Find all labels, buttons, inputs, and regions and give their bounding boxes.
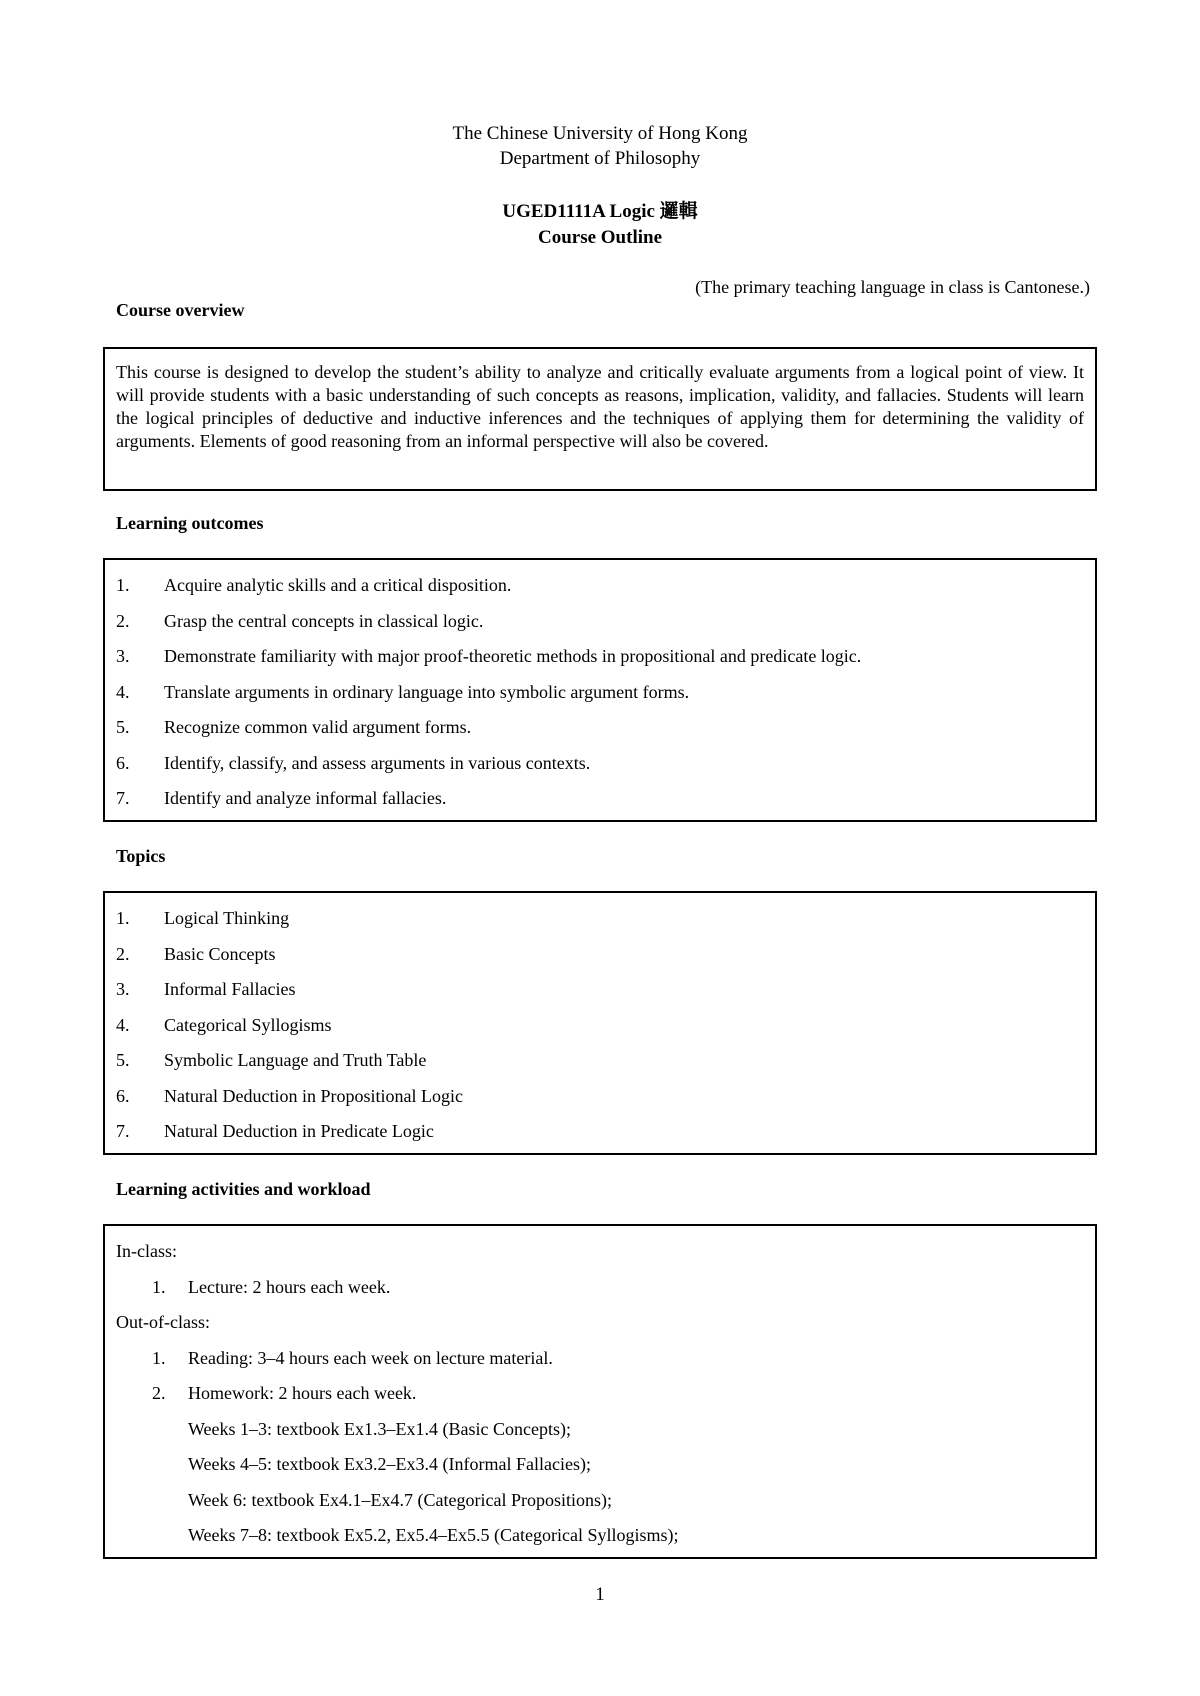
in-class-label: In-class: bbox=[116, 1241, 177, 1261]
topics-box bbox=[103, 891, 1097, 1155]
out-class-label: Out-of-class: bbox=[116, 1312, 210, 1332]
topic-number: 1. bbox=[116, 908, 130, 928]
out-class-label-line bbox=[116, 1305, 1084, 1341]
topic-text: Symbolic Language and Truth Table bbox=[164, 1050, 427, 1070]
page-number: 1 bbox=[595, 1584, 605, 1605]
learning-activities-heading: Learning activities and workload bbox=[116, 1179, 371, 1199]
topic-number: 4. bbox=[116, 1014, 130, 1035]
outcome-number: 3. bbox=[116, 646, 130, 666]
topic-text: Logical Thinking bbox=[164, 908, 290, 928]
outcome-text: Translate arguments in ordinary language into symbolic argument forms. bbox=[164, 681, 690, 702]
topic-number: 3. bbox=[116, 979, 130, 999]
outcome-text: Demonstrate familiarity with major proof-theoretic methods in propositional and predicate logic. bbox=[164, 646, 862, 666]
learning-activities-box bbox=[103, 1224, 1097, 1559]
topic-item bbox=[116, 1043, 1084, 1079]
out-class-item bbox=[116, 1376, 1084, 1412]
homework-schedule-text: Weeks 4–5: textbook Ex3.2–Ex3.4 (Informal Fallacies); bbox=[188, 1454, 591, 1474]
topic-text: Informal Fallacies bbox=[164, 979, 296, 999]
topic-text: Natural Deduction in Propositional Logic bbox=[164, 1085, 463, 1106]
outcome-item bbox=[116, 746, 1084, 782]
topic-item bbox=[116, 1079, 1084, 1115]
homework-schedule-line bbox=[116, 1447, 1084, 1483]
outcome-number: 1. bbox=[116, 575, 130, 595]
in-class-item bbox=[116, 1270, 1084, 1306]
homework-schedule-text: Week 6: textbook Ex4.1–Ex4.7 (Categorical Propositions); bbox=[188, 1489, 612, 1510]
outcome-number: 4. bbox=[116, 681, 130, 702]
out-class-item-number: 2. bbox=[152, 1383, 166, 1403]
university-name: The Chinese University of Hong Kong bbox=[452, 123, 748, 144]
outcome-item bbox=[116, 568, 1084, 604]
topic-text: Basic Concepts bbox=[164, 943, 276, 964]
topics-heading: Topics bbox=[116, 846, 166, 866]
outcome-number: 2. bbox=[116, 610, 130, 631]
in-class-label-line bbox=[116, 1234, 1084, 1270]
out-class-item-text: Homework: 2 hours each week. bbox=[188, 1383, 417, 1403]
topic-number: 5. bbox=[116, 1050, 130, 1070]
topic-item bbox=[116, 937, 1084, 973]
language-note: (The primary teaching language in class is Cantonese.) bbox=[695, 277, 1090, 297]
topic-number: 7. bbox=[116, 1121, 130, 1141]
topic-item bbox=[116, 972, 1084, 1008]
out-class-item bbox=[116, 1341, 1084, 1377]
topic-item bbox=[116, 901, 1084, 937]
outcome-item bbox=[116, 675, 1084, 711]
course-overview-box bbox=[103, 347, 1097, 491]
homework-schedule-text: Weeks 7–8: textbook Ex5.2, Ex5.4–Ex5.5 (Categorical Syllogisms); bbox=[188, 1525, 679, 1545]
topic-number: 2. bbox=[116, 943, 130, 964]
learning-outcomes-box bbox=[103, 558, 1097, 822]
course-code-title: UGED1111A Logic 邏輯 bbox=[502, 201, 698, 222]
outcome-text: Grasp the central concepts in classical logic. bbox=[164, 610, 484, 631]
outcome-item bbox=[116, 781, 1084, 817]
in-class-item-text: Lecture: 2 hours each week. bbox=[188, 1276, 391, 1297]
topic-text: Natural Deduction in Predicate Logic bbox=[164, 1121, 434, 1141]
course-overview-text: This course is designed to develop the student’s ability to analyze and critically evaluate arguments from a logical point of view. It will provide students with a basic understanding of such concepts as reasons, implication, validity, and fallacies. Students will learn the logical principles of deductive and inductive inferences and the techniques of applying them for determining the validity of arguments. Elements of good reasoning from an informal perspective will also be covered. bbox=[116, 362, 1084, 451]
homework-schedule-text: Weeks 1–3: textbook Ex1.3–Ex1.4 (Basic Concepts); bbox=[188, 1418, 571, 1439]
outcome-text: Identify, classify, and assess arguments in various contexts. bbox=[164, 752, 591, 773]
homework-schedule-line bbox=[116, 1518, 1084, 1554]
out-class-item-text: Reading: 3–4 hours each week on lecture material. bbox=[188, 1347, 553, 1368]
document-title: Course Outline bbox=[537, 227, 663, 248]
topic-text: Categorical Syllogisms bbox=[164, 1014, 332, 1035]
out-class-item-number: 1. bbox=[152, 1347, 166, 1368]
outcome-number: 7. bbox=[116, 788, 130, 808]
outcome-text: Acquire analytic skills and a critical disposition. bbox=[164, 575, 512, 595]
department-name: Department of Philosophy bbox=[499, 148, 701, 169]
outcome-item bbox=[116, 710, 1084, 746]
outcome-item bbox=[116, 639, 1084, 675]
topic-number: 6. bbox=[116, 1085, 130, 1106]
homework-schedule-line bbox=[116, 1483, 1084, 1519]
homework-schedule-line bbox=[116, 1412, 1084, 1448]
course-overview-heading: Course overview bbox=[116, 300, 245, 320]
outcome-number: 6. bbox=[116, 752, 130, 773]
in-class-item-number: 1. bbox=[152, 1276, 166, 1297]
topic-item bbox=[116, 1114, 1084, 1150]
outcome-text: Identify and analyze informal fallacies. bbox=[164, 788, 447, 808]
learning-outcomes-heading: Learning outcomes bbox=[116, 513, 264, 533]
topic-item bbox=[116, 1008, 1084, 1044]
outcome-text: Recognize common valid argument forms. bbox=[164, 717, 472, 737]
outcome-item bbox=[116, 604, 1084, 640]
outcome-number: 5. bbox=[116, 717, 130, 737]
